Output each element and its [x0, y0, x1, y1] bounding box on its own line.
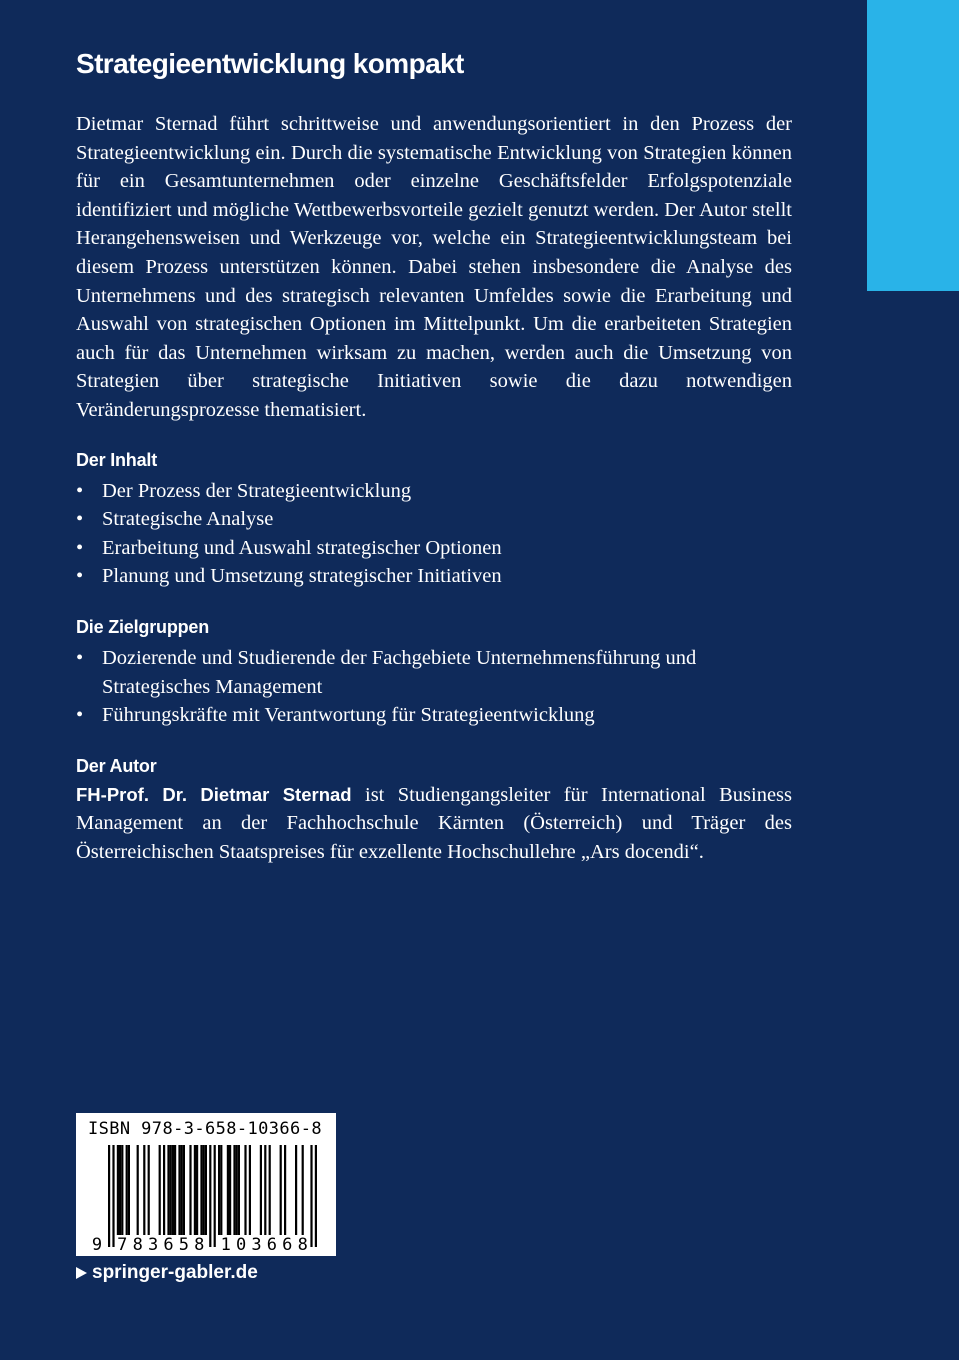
- barcode-digit: 3: [147, 1235, 159, 1255]
- book-title: Strategieentwicklung kompakt: [76, 48, 464, 79]
- barcode-digit: 8: [297, 1235, 308, 1255]
- barcode-bar: [220, 1145, 222, 1235]
- accent-bar: [867, 0, 959, 291]
- barcode-digit: 3: [251, 1235, 262, 1255]
- barcode-bar: [119, 1145, 121, 1235]
- barcode-bar: [284, 1145, 286, 1235]
- barcode-bar: [194, 1145, 196, 1235]
- audience-heading: Die Zielgruppen: [76, 616, 210, 637]
- barcode-bar: [229, 1145, 231, 1235]
- barcode-bar: [170, 1145, 172, 1235]
- back-cover-content: [76, 44, 792, 866]
- isbn-barcode: [76, 1113, 336, 1256]
- barcode-bar: [238, 1145, 240, 1235]
- barcode-digit: 0: [235, 1235, 247, 1255]
- barcode-bar: [244, 1145, 246, 1235]
- arrow-right-icon: [76, 1267, 87, 1279]
- barcode-bar: [159, 1145, 161, 1235]
- barcode-bar: [178, 1145, 180, 1235]
- bullet-icon: •: [76, 704, 84, 727]
- barcode-digit: 9: [91, 1235, 103, 1255]
- contents-list: [76, 477, 792, 591]
- barcode-bar: [203, 1145, 205, 1235]
- barcode-bar: [137, 1145, 139, 1235]
- website-link[interactable]: springer-gabler.de: [92, 1262, 258, 1283]
- book-description: Dietmar Sternad führt schrittweise und anwendungsorientiert in den Prozess der Strategieentwicklung ein. Durch die systematische Entwicklung von Strategien können für ein Gesamtunternehmen oder einzelne Geschäftsfelder Erfolgspotenziale identifiziert und mögliche Wettbewerbsvorteile gezielt genutzt werden. Der Autor stellt Herangehensweisen und Werkzeuge vor, welche ein Strategieentwicklungsteam bei diesem Prozess unterstützen können. Dabei stehen insbesondere die Analyse des Unternehmens und des strategisch relevanten Umfeldes sowie die Erarbeitung und Auswahl von strategischen Optionen im Mittelpunkt. Um die erarbeiteten Strategien auch für das Unternehmen wirksam zu machen, werden auch die Umsetzung von Strategien über strategische Initiativen sowie die dazu notwendigen Veränderungsprozesse thematisiert.: [76, 113, 792, 421]
- barcode-bar: [269, 1145, 271, 1235]
- author-bio-text: ist Studiengangsleiter für International Business Management an der Fachhochschule Kärnten (Österreich) und Träger des Österreichischen Staatspreises für exzellente Hochschullehre „Ars docendi“.: [76, 783, 793, 863]
- bullet-icon: •: [76, 536, 84, 559]
- barcode-bar: [214, 1145, 216, 1247]
- bullet-icon: •: [76, 508, 84, 531]
- list-item: • Dozierende und Studierende der Fachgebiete Unternehmensführung und Strategisches Management: [76, 644, 792, 701]
- barcode-bar: [264, 1145, 266, 1235]
- barcode-bar: [163, 1145, 165, 1235]
- barcode-bar: [189, 1145, 191, 1235]
- barcode-bar: [167, 1145, 169, 1235]
- list-item: • Erarbeitung und Auswahl strategischer Optionen: [76, 534, 792, 563]
- barcode-digit: 7: [117, 1235, 128, 1255]
- list-item: • Planung und Umsetzung strategischer Initiativen: [76, 562, 792, 591]
- list-item: • Strategische Analyse: [76, 505, 792, 534]
- barcode-bar: [260, 1145, 262, 1235]
- barcode-bar: [172, 1145, 174, 1235]
- barcode-bar: [126, 1145, 128, 1235]
- barcode-bar: [280, 1145, 282, 1235]
- barcode-bar: [302, 1145, 304, 1235]
- isbn-label: ISBN 978-3-658-10366-8: [88, 1119, 322, 1139]
- bullet-icon: •: [76, 646, 84, 669]
- list-item: • Der Prozess der Strategieentwicklung: [76, 477, 792, 506]
- bullet-icon: •: [76, 565, 84, 588]
- barcode-bar: [121, 1145, 123, 1235]
- barcode-bar: [128, 1145, 130, 1235]
- bullet-icon: •: [76, 479, 84, 502]
- barcode-bar: [315, 1145, 317, 1247]
- author-name: FH-Prof. Dr. Dietmar Sternad: [76, 783, 352, 805]
- list-item: • Führungskräfte mit Verantwortung für Strategieentwicklung: [76, 701, 792, 730]
- barcode-bar: [143, 1145, 145, 1235]
- barcode-bar: [310, 1145, 312, 1247]
- barcode-digit: 6: [282, 1235, 293, 1255]
- barcode-bar: [117, 1145, 119, 1235]
- barcode-bar: [181, 1145, 183, 1235]
- barcode-bar: [112, 1145, 114, 1247]
- barcode-digit: 5: [178, 1235, 190, 1255]
- barcode-digit: 8: [194, 1235, 205, 1255]
- barcode-bar: [236, 1145, 238, 1235]
- publisher-website[interactable]: [76, 1260, 258, 1286]
- author-heading: Der Autor: [76, 755, 157, 776]
- barcode-bar: [209, 1145, 211, 1247]
- contents-heading: Der Inhalt: [76, 449, 158, 470]
- barcode-digit: 6: [163, 1235, 174, 1255]
- audience-list: [76, 644, 792, 730]
- barcode-bar: [233, 1145, 235, 1235]
- author-bio: [76, 781, 792, 867]
- barcode-bar: [148, 1145, 150, 1235]
- barcode-bar: [218, 1145, 220, 1235]
- barcode-bar: [108, 1145, 110, 1247]
- barcode-bar: [205, 1145, 207, 1235]
- barcode-bar: [227, 1145, 229, 1235]
- barcode-graphic: [76, 1113, 336, 1256]
- barcode-bar: [196, 1145, 198, 1235]
- barcode-digit: 6: [266, 1235, 278, 1255]
- barcode-bar: [200, 1145, 202, 1235]
- barcode-bar: [174, 1145, 176, 1235]
- barcode-bar: [183, 1145, 185, 1235]
- barcode-bar: [295, 1145, 297, 1235]
- barcode-digit: 1: [220, 1235, 231, 1255]
- barcode-digit: 8: [132, 1235, 143, 1255]
- barcode-bar: [249, 1145, 251, 1235]
